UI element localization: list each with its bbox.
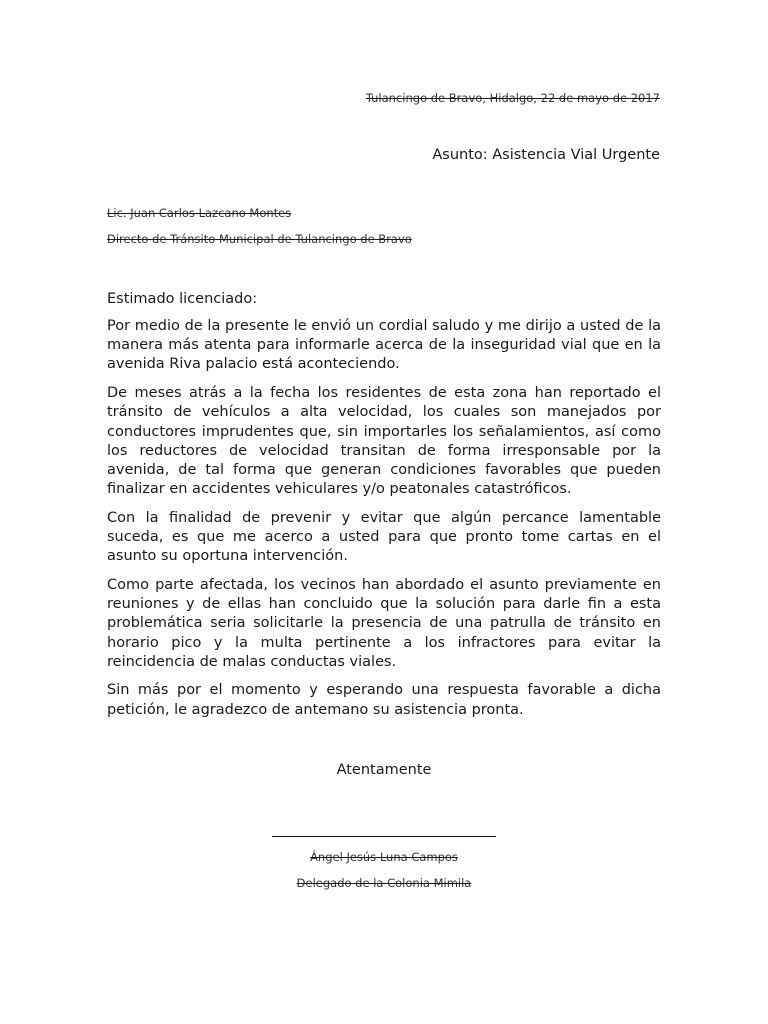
signer-name-text: Ángel Jesús Luna Campos: [310, 850, 458, 864]
recipient-name: Lic. Juan Carlos Lazcano Montes: [107, 206, 292, 220]
signer-name: [0, 850, 768, 864]
subject-line: Asunto: Asistencia Vial Urgente: [432, 147, 660, 163]
letter-body: [107, 317, 661, 729]
recipient-title: Directo de Tránsito Municipal de Tulancingo de Bravo: [107, 232, 412, 246]
body-paragraph-1: Por medio de la presente le envió un cordial saludo y me dirijo a usted de la manera más atenta para informarle acerca de la inseguridad vial que en la avenida Riva palacio está aconteciendo.: [107, 318, 661, 373]
date-line: Tulancingo de Bravo, Hidalgo, 22 de mayo de 2017: [365, 91, 660, 105]
greeting: Estimado licenciado:: [107, 291, 258, 307]
signature-line: [0, 822, 768, 841]
body-paragraph-5: Sin más por el momento y esperando una respuesta favorable a dicha petición, le agradezco de antemano su asistencia pronta.: [107, 682, 661, 718]
body-paragraph-3: Con la finalidad de prevenir y evitar que algún percance lamentable suceda, es que me acerco a usted para que pronto tome cartas en el asunto su oportuna intervención.: [107, 509, 661, 565]
body-paragraph-4: Como parte afectada, los vecinos han abordado el asunto previamente en reuniones y de ellas han concluido que la solución para darle fin a esta problemática seria solicitarle la presencia de una patrulla de tránsito en horario pico y la multa pertinente a los infractores para evitar la reincidencia de malas conductas viales.: [107, 576, 661, 670]
signer-role: [0, 876, 768, 890]
closing: Atentamente: [336, 762, 432, 778]
body-paragraph-2: De meses atrás a la fecha los residentes de esta zona han reportado el tránsito de vehículos a alta velocidad, los cuales son manejados por conductores imprudentes que, sin importarles los señalamientos, así como los reductores de velocidad transitan de forma irresponsable por la avenida, de tal forma que generan condiciones favorables que pueden finalizar en accidentes vehiculares y/o peatonales catastróficos.: [107, 385, 661, 498]
signer-role-text: Delegado de la Colonia Mimila: [296, 876, 472, 890]
